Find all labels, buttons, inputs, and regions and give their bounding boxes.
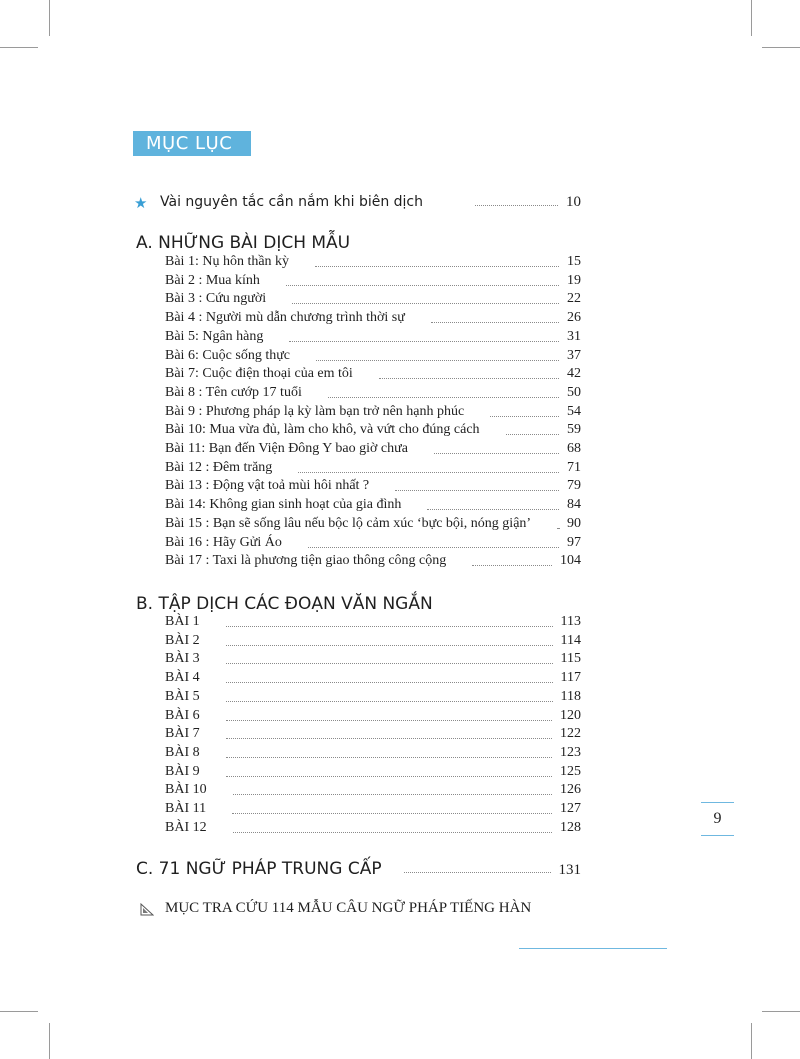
toc-entry-page: 22	[567, 291, 581, 307]
toc-entry-label: BÀI 2	[165, 632, 200, 648]
toc-entry[interactable]	[165, 422, 581, 441]
dot-leader	[557, 528, 559, 529]
toc-entry[interactable]	[165, 726, 581, 745]
dot-leader	[506, 434, 559, 435]
dot-leader	[431, 322, 559, 323]
toc-entry[interactable]	[165, 366, 581, 385]
crop-mark	[762, 47, 800, 48]
crop-mark	[762, 1011, 800, 1012]
toc-entry-label: Bài 11: Bạn đến Viện Đông Y bao giờ chưa	[165, 441, 408, 456]
toc-entry-label: Bài 9 : Phương pháp lạ kỳ làm bạn trở nên hạnh phúc	[165, 403, 465, 419]
toc-entry-page: 115	[560, 651, 581, 667]
toc-entry-page: 125	[560, 763, 581, 779]
toc-entry-page: 122	[560, 726, 581, 742]
toc-entry-label: Bài 1: Nụ hôn thần kỳ	[165, 254, 290, 269]
dot-leader	[226, 757, 552, 758]
dot-leader	[395, 490, 559, 491]
toc-entry-label: Bài 15 : Bạn sẽ sống lâu nếu bộc lộ cảm xúc ‘bực bội, nóng giận’	[165, 515, 532, 531]
dot-leader	[286, 285, 559, 286]
toc-entry[interactable]	[165, 254, 581, 273]
dot-leader	[308, 547, 559, 548]
dot-leader	[226, 682, 553, 683]
toc-entry[interactable]	[165, 801, 581, 820]
dot-leader	[315, 266, 559, 267]
toc-entry[interactable]	[165, 478, 581, 497]
dot-leader	[226, 701, 553, 702]
dot-leader	[490, 416, 559, 417]
toc-entry[interactable]	[165, 348, 581, 367]
index-entry[interactable]: MỤC TRA CỨU 114 MẪU CÂU NGỮ PHÁP TIẾNG HÀN	[165, 900, 532, 916]
toc-entry-label: Bài 6: Cuộc sống thực	[165, 347, 291, 363]
toc-entry-page: 127	[560, 801, 581, 816]
dot-leader	[404, 872, 551, 873]
toc-entry-page: 79	[567, 478, 581, 494]
toc-entry-label: Bài 3 : Cứu người	[165, 291, 267, 307]
dot-leader	[316, 360, 559, 361]
toc-entry-label: Bài 7: Cuộc điện thoại của em tôi	[165, 366, 353, 382]
toc-entry-label: BÀI 4	[165, 670, 200, 686]
dot-leader	[475, 205, 558, 206]
dot-leader	[289, 341, 559, 342]
toc-entry[interactable]	[165, 782, 581, 801]
toc-entry-page: 59	[567, 422, 581, 438]
star-icon: ★	[134, 196, 148, 212]
toc-entry-label: Bài 5: Ngân hàng	[165, 328, 264, 344]
crop-mark	[751, 0, 752, 36]
toc-entry-label: Vài nguyên tắc cần nắm khi biên dịch	[160, 194, 423, 210]
dot-leader	[434, 453, 559, 454]
toc-entry-page: 10	[566, 194, 581, 210]
dot-leader	[298, 472, 559, 473]
toc-entry-label: Bài 8 : Tên cướp 17 tuổi	[165, 384, 302, 400]
toc-entry[interactable]	[165, 745, 581, 764]
toc-entry-label: BÀI 12	[165, 819, 207, 835]
toc-entry-page: 126	[560, 782, 581, 798]
toc-entry-page: 90	[567, 515, 581, 531]
toc-entry[interactable]	[165, 441, 581, 460]
dot-leader	[427, 509, 559, 510]
toc-entry[interactable]	[165, 497, 581, 516]
dot-leader	[226, 645, 553, 646]
toc-entry[interactable]	[165, 670, 581, 689]
toc-entry[interactable]	[165, 310, 581, 329]
section-a-heading: A. NHỮNG BÀI DỊCH MẪU	[136, 233, 351, 253]
dot-leader	[226, 720, 552, 721]
dot-leader	[226, 738, 552, 739]
toc-entry[interactable]	[165, 460, 581, 479]
toc-entry-label: Bài 16 : Hãy Gửi Áo	[165, 534, 282, 550]
toc-entry[interactable]	[165, 651, 581, 670]
toc-entry-label: Bài 10: Mua vừa đủ, làm cho khô, và vứt cho đúng cách	[165, 422, 480, 438]
crop-mark	[0, 47, 38, 48]
dot-leader	[379, 378, 559, 379]
toc-entry-label: BÀI 11	[165, 801, 207, 816]
toc-entry[interactable]	[165, 535, 581, 554]
toc-entry-page: 31	[567, 328, 581, 344]
toc-entry-label: BÀI 3	[165, 651, 200, 667]
toc-entry[interactable]	[165, 516, 581, 535]
toc-entry-label: Bài 4 : Người mù dẫn chương trình thời sự	[165, 310, 405, 326]
section-b-heading: B. TẬP DỊCH CÁC ĐOẠN VĂN NGẮN	[136, 594, 433, 614]
toc-entry-page: 117	[560, 670, 581, 686]
toc-entry-page: 71	[567, 459, 581, 475]
toc-entry[interactable]	[165, 291, 581, 310]
toc-entry-page: 97	[567, 534, 581, 550]
toc-entry[interactable]	[165, 708, 581, 727]
dot-leader	[233, 794, 552, 795]
toc-entry-page: 84	[567, 497, 581, 513]
toc-entry[interactable]	[165, 553, 581, 572]
toc-entry-page: 54	[567, 403, 581, 419]
toc-entry-label: Bài 2 : Mua kính	[165, 272, 260, 288]
decorative-rule	[519, 948, 667, 949]
dot-leader	[233, 832, 552, 833]
toc-entry-page: 131	[558, 862, 581, 878]
toc-entry-label: BÀI 7	[165, 726, 200, 742]
dot-leader	[226, 776, 552, 777]
toc-entry[interactable]	[165, 273, 581, 292]
toc-entry-page: 15	[567, 254, 581, 269]
page-title: MỤC LỤC	[133, 131, 251, 156]
toc-entry-page: 123	[560, 744, 581, 760]
toc-entry-page: 118	[560, 688, 581, 704]
crop-mark	[49, 1023, 50, 1059]
toc-entry-label: Bài 13 : Động vật toả mùi hôi nhất ?	[165, 478, 370, 494]
toc-entry-page: 114	[560, 632, 581, 648]
dot-leader	[472, 565, 552, 566]
dot-leader	[328, 397, 559, 398]
toc-entry[interactable]	[165, 633, 581, 652]
dot-leader	[226, 663, 553, 664]
toc-entry[interactable]	[165, 404, 581, 423]
crop-mark	[751, 1023, 752, 1059]
toc-entry-page: 37	[567, 347, 581, 363]
toc-entry-section-c[interactable]	[136, 859, 581, 879]
toc-entry-page: 113	[560, 614, 581, 629]
toc-entry-label: Bài 12 : Đêm trăng	[165, 459, 273, 475]
toc-entry-page: 128	[560, 819, 581, 835]
toc-entry-intro[interactable]	[160, 194, 581, 211]
toc-entry-label: BÀI 5	[165, 688, 200, 704]
toc-entry-page: 120	[560, 707, 581, 723]
crop-mark	[0, 1011, 38, 1012]
toc-entry-page: 68	[567, 441, 581, 456]
toc-entry-page: 50	[567, 384, 581, 400]
page-number: 9	[701, 802, 734, 836]
toc-entry[interactable]	[165, 614, 581, 633]
toc-entry-label: BÀI 8	[165, 744, 200, 760]
dot-leader	[292, 303, 559, 304]
toc-entry[interactable]	[165, 385, 581, 404]
toc-entry-label: BÀI 9	[165, 763, 200, 779]
toc-entry[interactable]	[165, 764, 581, 783]
dot-leader	[232, 813, 552, 814]
dot-leader	[226, 626, 553, 627]
toc-entry[interactable]	[165, 329, 581, 348]
toc-entry[interactable]	[165, 820, 581, 839]
toc-entry-page: 104	[560, 553, 581, 569]
toc-entry-label: BÀI 10	[165, 782, 207, 798]
section-c-heading: C. 71 NGỮ PHÁP TRUNG CẤP	[136, 859, 382, 879]
toc-entry-label: Bài 17 : Taxi là phương tiện giao thông công cộng	[165, 553, 447, 569]
crop-mark	[49, 0, 50, 36]
arrow-bullet-icon	[140, 902, 154, 916]
toc-entry-page: 19	[567, 272, 581, 288]
toc-entry-label: BÀI 6	[165, 707, 200, 723]
toc-entry-page: 42	[567, 366, 581, 382]
toc-entry[interactable]	[165, 689, 581, 708]
toc-entry-page: 26	[567, 310, 581, 326]
toc-entry-label: Bài 14: Không gian sinh hoạt của gia đình	[165, 497, 402, 513]
toc-entry-label: BÀI 1	[165, 614, 200, 629]
